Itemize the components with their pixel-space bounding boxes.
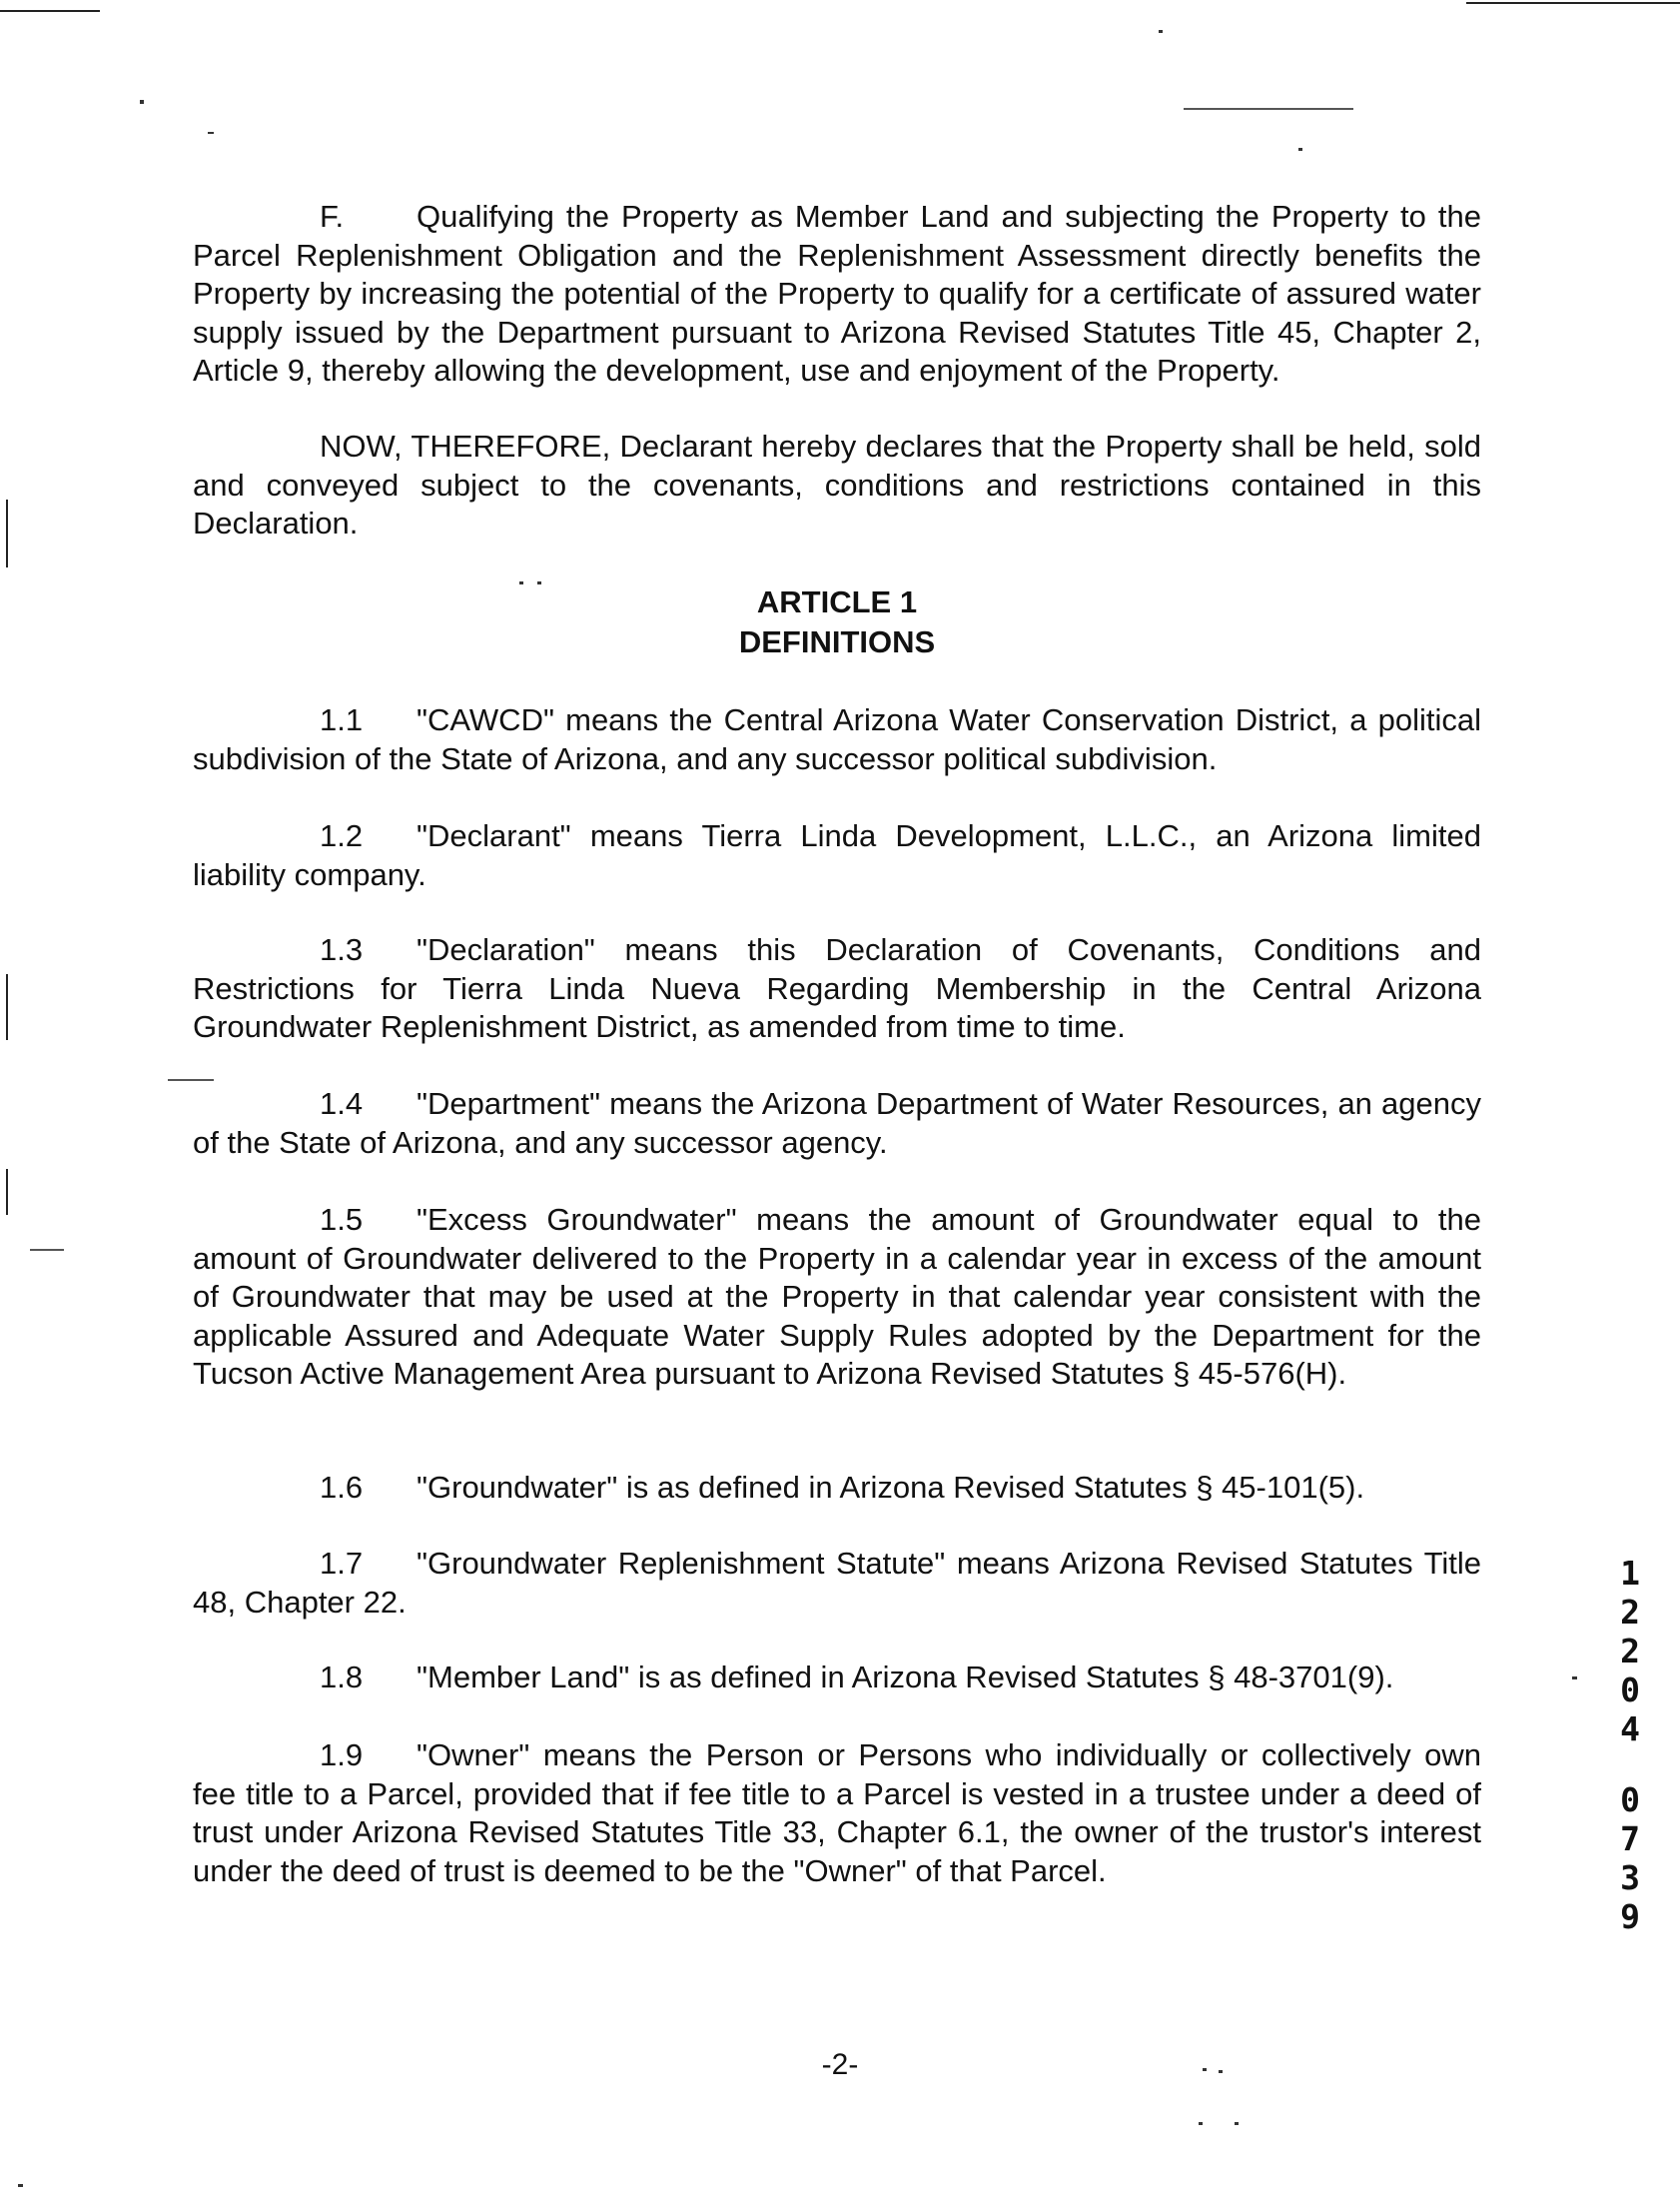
definition-text: "CAWCD" means the Central Arizona Water Conservation District, a political subdivision of the State of Arizona, and any successor political subdivision.: [193, 702, 1481, 776]
stamp-digit: 7: [1620, 1819, 1640, 1858]
definition-number: 1.2: [320, 818, 364, 853]
definition-text: "Declaration" means this Declaration of Covenants, Conditions and Restrictions for Tierra Linda Nueva Regarding Membership in the Central Arizona Groundwater Replenishment District, as amended from time to time.: [193, 932, 1481, 1044]
stamp-digit: 4: [1620, 1709, 1640, 1748]
scan-speck: [1199, 2122, 1203, 2125]
scan-speck: [18, 2184, 23, 2187]
definition-1-5: [193, 1201, 1481, 1394]
stamp-digit: 2: [1620, 1593, 1640, 1632]
scan-artifact-line: [1466, 2, 1680, 4]
definition-1-7: [193, 1545, 1481, 1622]
scan-artifact-line: [168, 1079, 214, 1081]
scan-speck: [140, 100, 144, 104]
scan-artifact-line: [6, 500, 8, 567]
definition-number: 1.9: [320, 1737, 364, 1772]
scan-speck: [208, 132, 214, 134]
definition-text: "Owner" means the Person or Persons who individually or collectively own fee title to a Parcel, provided that if fee title to a Parcel is vested in a trustee under a deed of trust under Arizona Revised Statutes Title 33, Chapter 6.1, the owner of the trustor's interest under the deed of trust is deemed to be the "Owner" of that Parcel.: [193, 1737, 1481, 1888]
stamp-digit: 3: [1620, 1858, 1640, 1897]
definition-number: 1.1: [320, 702, 364, 737]
scan-speck: [1298, 148, 1302, 151]
definition-text: "Groundwater Replenishment Statute" means Arizona Revised Statutes Title 48, Chapter 22.: [193, 1546, 1481, 1620]
article-title: ARTICLE 1: [756, 584, 918, 619]
stamp-digit: 0: [1620, 1670, 1640, 1709]
stamp-digit: 9: [1620, 1897, 1640, 1936]
definition-number: 1.4: [320, 1086, 364, 1121]
definition-text: "Department" means the Arizona Department of Water Resources, an agency of the State of Arizona, and any successor agency.: [193, 1086, 1481, 1160]
definition-text: "Member Land" is as defined in Arizona Revised Statutes § 48-3701(9).: [417, 1659, 1394, 1694]
now-therefore-paragraph: [193, 428, 1481, 544]
definition-1-2: [193, 817, 1481, 894]
recital-paragraph-f: [193, 198, 1481, 391]
definition-1-8: [193, 1659, 1481, 1697]
definition-1-4: [193, 1085, 1481, 1162]
definition-number: 1.5: [320, 1202, 364, 1237]
stamp-digit: 1: [1620, 1554, 1640, 1593]
definition-number: 1.8: [320, 1659, 364, 1694]
definition-number: 1.3: [320, 932, 364, 967]
recording-stamp: [1612, 1554, 1648, 1936]
definition-1-6: [193, 1469, 1481, 1508]
scan-artifact-line: [30, 1249, 64, 1251]
scan-speck: [1572, 1676, 1577, 1679]
recital-label: F.: [320, 199, 345, 234]
definition-text: "Excess Groundwater" means the amount of Groundwater equal to the amount of Groundwater delivered to the Property in a calendar year in excess of the amount of Groundwater that may be used at the Property in that calendar year consistent with the applicable Assured and Adequate Water Supply Rules adopted by the Department for the Tucson Active Management Area pursuant to Arizona Revised Statutes § 45-576(H).: [193, 1202, 1481, 1391]
scan-speck: [1235, 2122, 1239, 2125]
definition-text: "Groundwater" is as defined in Arizona Revised Statutes § 45-101(5).: [417, 1470, 1365, 1505]
definition-number: 1.6: [320, 1470, 364, 1505]
scan-speck: [1159, 30, 1163, 33]
now-therefore-text: NOW, THEREFORE, Declarant hereby declares that the Property shall be held, sold and conveyed subject to the covenants, conditions and restrictions contained in this Declaration.: [193, 429, 1481, 541]
scan-artifact-line: [1184, 108, 1353, 110]
definition-text: "Declarant" means Tierra Linda Development, L.L.C., an Arizona limited liability company.: [193, 818, 1481, 892]
definition-number: 1.7: [320, 1546, 364, 1581]
definition-1-1: [193, 701, 1481, 778]
definition-1-3: [193, 931, 1481, 1047]
article-subtitle: DEFINITIONS: [738, 624, 936, 659]
stamp-digit: 0: [1620, 1780, 1640, 1819]
scan-artifact-line: [6, 974, 8, 1040]
stamp-digit: 2: [1620, 1632, 1640, 1670]
scan-artifact-line: [6, 1169, 8, 1215]
scan-artifact-line: [0, 10, 100, 12]
recital-text: Qualifying the Property as Member Land and subjecting the Property to the Parcel Replenishment Obligation and the Replenishment Assessment directly benefits the Property by increasing the potential of the Property to qualify for a certificate of assured water supply issued by the Department pursuant to Arizona Revised Statutes Title 45, Chapter 2, Article 9, thereby allowing the development, use and enjoyment of the Property.: [193, 199, 1481, 388]
definition-1-9: [193, 1736, 1481, 1890]
page-number: -2-: [821, 2048, 859, 2081]
